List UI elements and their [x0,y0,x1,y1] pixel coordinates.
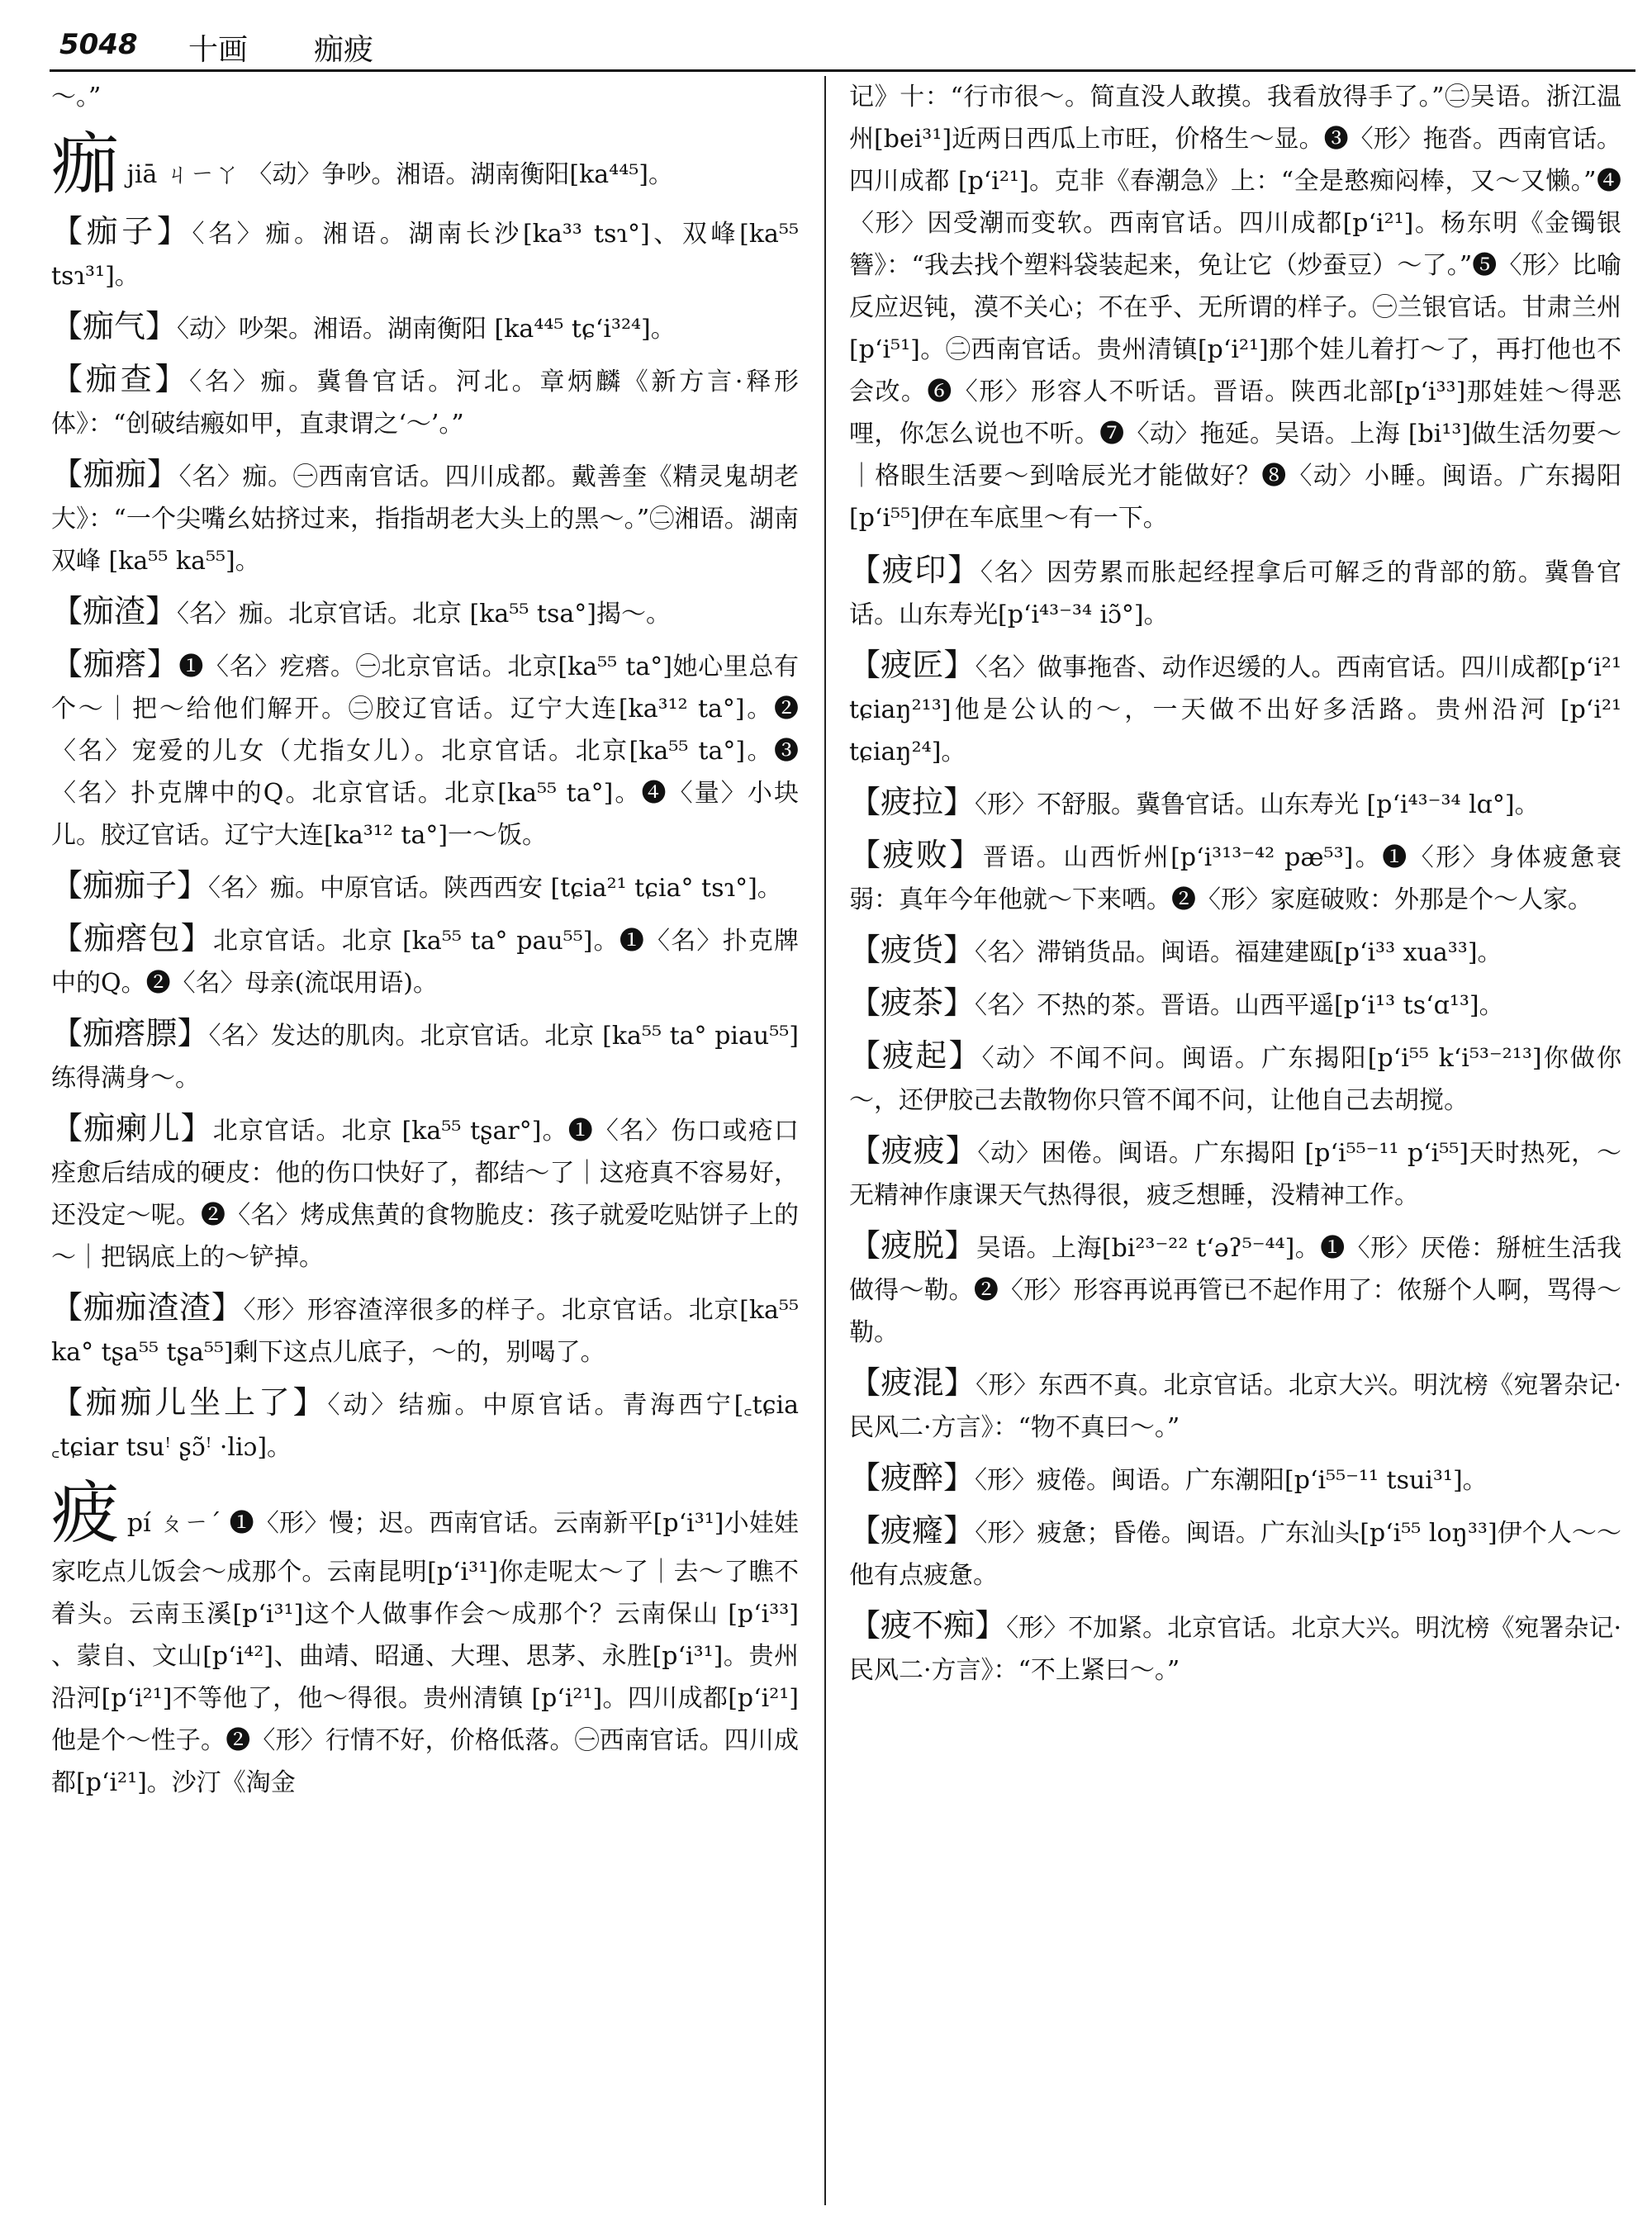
entry-headword: 【疲印】 [849,552,980,588]
dictionary-entry [849,929,1621,974]
entry-headword: 【痂查】 [51,361,190,397]
entry-definition: ～。” [51,83,102,112]
dictionary-entry [51,865,799,909]
entry-headword: 【疲败】 [849,837,983,873]
dictionary-entry [849,644,1621,773]
entry-definition: 〈动〉结痂。中原官话。青海西宁[꜀tɕia ꜀tɕiar tsuꜝ ʂɔ̃ꜝ ·liɔ]。 [51,1391,799,1462]
continuation-text [849,76,1621,539]
dictionary-entry [849,781,1621,826]
entry-definition: 〈名〉发达的肌肉。北京官话。北京 [ka⁵⁵ ta° piau⁵⁵]练得满身～。 [51,1022,799,1093]
right-column [849,76,1621,2213]
continuation-text [51,76,799,118]
entry-definition: 〈形〉疲惫；昏倦。闽语。广东汕头[p‘i⁵⁵ loŋ³³]伊个人～～他有点疲惫。 [849,1519,1621,1590]
dictionary-entry [849,1457,1621,1502]
dictionary-entry [51,1287,799,1374]
entry-headword: 【痂瘩】 [51,646,179,682]
entry-headword: 痂 [51,126,120,204]
dictionary-entry [51,1382,799,1468]
entry-definition: 〈形〉东西不真。北京官话。北京大兴。明沈榜《宛署杂记·民风二·方言》：“物不真曰～。” [849,1371,1621,1442]
dictionary-entry [51,1013,799,1099]
entry-definition: 〈名〉滞销货品。闽语。福建建瓯[p‘i³³ xua³³]。 [975,938,1502,967]
entry-definition: 〈名〉痂。冀鲁官话。河北。章炳麟《新方言·释形体》：“创破结瘢如甲，直隶谓之‘～’。” [51,368,799,439]
entry-headword: 【疲醉】 [849,1459,976,1496]
dictionary-entry [849,1035,1621,1122]
entry-definition: 〈形〉疲倦。闽语。广东潮阳[p‘i⁵⁵⁻¹¹ tsui³¹]。 [975,1466,1488,1495]
entry-definition: 〈名〉不热的茶。晋语。山西平遥[p‘i¹³ ts‘ɑ¹³]。 [975,991,1504,1020]
dictionary-entry [849,1510,1621,1597]
entry-headword: 【疲起】 [849,1037,982,1074]
entry-definition: 〈动〉困倦。闽语。广东揭阳 [p‘i⁵⁵⁻¹¹ p‘i⁵⁵]天时热死，～无精神作康课天气热得很，疲乏想睡，没精神工作。 [849,1139,1621,1210]
entry-definition: 北京官话。北京 [ka⁵⁵ tʂar°]。❶〈名〉伤口或疮口痊愈后结成的硬皮：他的伤口快好了，都结～了｜这疮真不容易好，还没定～呢。❷〈名〉烤成焦黄的食物脆皮：孩子就爱吃贴饼子上的～｜把锅底上的～铲掉。 [51,1117,799,1272]
section-label: 十画 [188,33,249,67]
entry-headword: 疲 [51,1474,120,1553]
dictionary-entry [51,643,799,856]
entry-definition: 〈形〉形容渣滓很多的样子。北京官话。北京[ka⁵⁵ ka° tʂa⁵⁵ tʂa⁵⁵]剩下这点儿底子，～的，别喝了。 [51,1296,799,1367]
entry-headword: 【痂痂儿坐上了】 [51,1384,328,1421]
entry-definition: 北京官话。北京 [ka⁵⁵ ta° pau⁵⁵]。❶〈名〉扑克牌中的Q。❷〈名〉母亲(流氓用语)。 [51,927,799,998]
entry-headword: 【痂瘩包】 [51,920,213,956]
dictionary-entry [51,306,799,350]
dictionary-entry [51,918,799,1004]
entry-headword: 【痂瘌儿】 [51,1110,213,1146]
entry-headword: 【疲癃】 [849,1512,976,1549]
dictionary-entry [849,982,1621,1027]
dictionary-entry [849,1362,1621,1449]
entry-headword: 【痂痂子】 [51,867,209,904]
entry-definition: 〈形〉不加紧。北京官话。北京大兴。明沈榜《宛署杂记·民风二·方言》：“不上紧曰～。” [849,1614,1621,1685]
entry-headword: 【疲茶】 [849,985,976,1021]
entry-definition: 记》十：“行市很～。简直没人敢摸。我看放得手了。”㊁吴语。浙江温州[bei³¹]近两日西瓜上市旺，价格生～显。❸〈形〉拖沓。西南官话。四川成都 [p‘i²¹]。克非《春潮急》上：“全是憨痴闷棒，又～又懒。”❹〈形〉因受潮而变软。西南官话。四川成都[p‘i²¹]。杨东明《金镯银簪》：“我去找个塑料袋装起来，免让它（炒蚕豆）～了。”❺〈形〉比喻反应迟钝，漠不关心；不在乎、无所谓的样子。㊀兰银官话。甘肃兰州[p‘i⁵¹]。㊁西南官话。贵州清镇[p‘i²¹]那个娃儿着打～了，再打他也不会改。❻〈形〉形容人不听话。晋语。陕西北部[p‘i³³]那娃娃～得恶哩，你怎么说也不听。❼〈动〉拖延。吴语。上海 [bi¹³]做生活勿要～｜格眼生活要～到啥辰光才能做好？❽〈动〉小睡。闽语。广东揭阳[p‘i⁵⁵]伊在车底里～有一下。 [849,83,1621,533]
entry-headword: 【疲疲】 [849,1132,978,1169]
left-column [51,76,799,2213]
page-header [50,15,1635,72]
entry-headword: 【痂渣】 [51,593,178,629]
entry-definition: 〈形〉不舒服。冀鲁官话。山东寿光 [p‘i⁴³⁻³⁴ lɑ°]。 [975,790,1540,819]
dictionary-entry [849,834,1621,921]
dictionary-entry [849,1605,1621,1691]
entry-headword: 【疲脱】 [849,1227,976,1264]
entry-headword: 【痂痂渣渣】 [51,1289,244,1326]
entry-definition: ❶〈名〉疙瘩。㊀北京官话。北京[ka⁵⁵ ta°]她心里总有个～｜把～给他们解开。㊁胶辽官话。辽宁大连[ka³¹² ta°]。❷〈名〉宠爱的儿女（尤指女儿）。北京官话。北京[ka⁵⁵ ta°]。❸〈名〉扑克牌中的Q。北京官话。北京[ka⁵⁵ ta°]。❹〈量〉小块儿。胶辽官话。辽宁大连[ka³¹² ta°]一～饭。 [51,652,799,850]
dictionary-entry [51,358,799,445]
entry-definition: 〈名〉痂。北京官话。北京 [ka⁵⁵ tsa°]揭～。 [177,600,671,629]
entry-definition: 吴语。上海[bi²³⁻²² t‘əʔ⁵⁻⁴⁴]。❶〈形〉厌倦：掰桩生活我做得～勒。❷〈形〉形容再说再管已不起作用了：侬掰个人啊，骂得～勒。 [849,1234,1621,1347]
entry-headword: 【疲匠】 [849,647,976,683]
entry-headword: 【痂痂】 [51,456,179,492]
dictionary-entry [51,591,799,635]
entry-headword: 【疲不痴】 [849,1607,1007,1644]
dictionary-entry [849,549,1621,636]
entry-definition: 〈名〉痂。中原官话。陕西西安 [tɕia²¹ tɕia° tsɿ°]。 [208,874,782,903]
column-divider [824,76,826,2205]
entry-headword: 【痂瘩膘】 [51,1015,209,1051]
entry-headword: 【疲货】 [849,932,976,968]
entry-definition: 〈名〉做事拖沓、动作迟缓的人。西南官话。四川成都[p‘i²¹ tɕiaŋ²¹³]他是公认的～，一天做不出好多活路。贵州沿河 [p‘i²¹ tɕiaŋ²⁴]。 [849,653,1621,766]
entry-headword: 【痂气】 [51,308,178,344]
entry-definition: pí ㄆㄧˊ ❶〈形〉慢；迟。西南官话。云南新平[p‘i³¹]小娃娃家吃点儿饭会～成那个。云南昆明[p‘i³¹]你走呢太～了｜去～了瞧不着头。云南玉溪[p‘i³¹]这个人做事作会～成那个？云南保山 [p‘i³³] 、蒙自、文山[p‘i⁴²]、曲靖、昭通、大理、思茅、永胜[p‘i³¹]。贵州沿河[p‘i²¹]不等他了，他～得很。贵州清镇 [p‘i²¹]。四川成都[p‘i²¹]他是个～性子。❷〈形〉行情不好，价格低落。㊀西南官话。四川成都[p‘i²¹]。沙汀《淘金 [51,1509,799,1797]
entry-definition: 〈动〉吵架。湘语。湖南衡阳 [ka⁴⁴⁵ tɕ‘i³²⁴]。 [177,315,676,344]
page-number: 5048 [59,28,138,61]
entry-headword: 【痂子】 [51,213,192,249]
entry-definition: jiā ㄐㄧㄚ 〈动〉争吵。湘语。湖南衡阳[ka⁴⁴⁵]。 [119,160,673,189]
header-characters: 痂疲 [314,33,374,67]
entry-definition: 晋语。山西忻州[p‘i³¹³⁻⁴² pæ⁵³]。❶〈形〉身体疲惫衰弱：真年今年他就～下来哂。❷〈形〉家庭破败：外那是个～人家。 [849,843,1621,914]
entry-definition: 〈名〉因劳累而胀起经捏拿后可解乏的背部的筋。冀鲁官话。山东寿光[p‘i⁴³⁻³⁴ iɔ̃°]。 [849,558,1621,629]
dictionary-entry [51,453,799,582]
entry-definition: 〈名〉痂。㊀西南官话。四川成都。戴善奎《精灵鬼胡老大》：“一个尖嘴幺姑挤过来，指指胡老大头上的黑～。”㊁湘语。湖南双峰 [ka⁵⁵ ka⁵⁵]。 [51,463,799,576]
entry-headword: 【疲混】 [849,1364,976,1401]
dictionary-entry [51,1108,799,1279]
entry-definition: 〈动〉不闻不问。闽语。广东揭阳[p‘i⁵⁵ k‘i⁵³⁻²¹³]你做你～，还伊胶己去散物你只管不闻不问，让他自己去胡搅。 [849,1044,1621,1115]
entry-definition: 〈名〉痂。湘语。湖南长沙[ka³³ tsɿ°]、双峰[ka⁵⁵ tsɿ³¹]。 [51,220,799,291]
entry-headword: 【疲拉】 [849,784,976,820]
dictionary-entry [51,1474,799,1804]
dictionary-entry [849,1225,1621,1354]
dictionary-entry [51,211,799,297]
dictionary-entry [849,1130,1621,1217]
dictionary-entry [51,128,799,202]
